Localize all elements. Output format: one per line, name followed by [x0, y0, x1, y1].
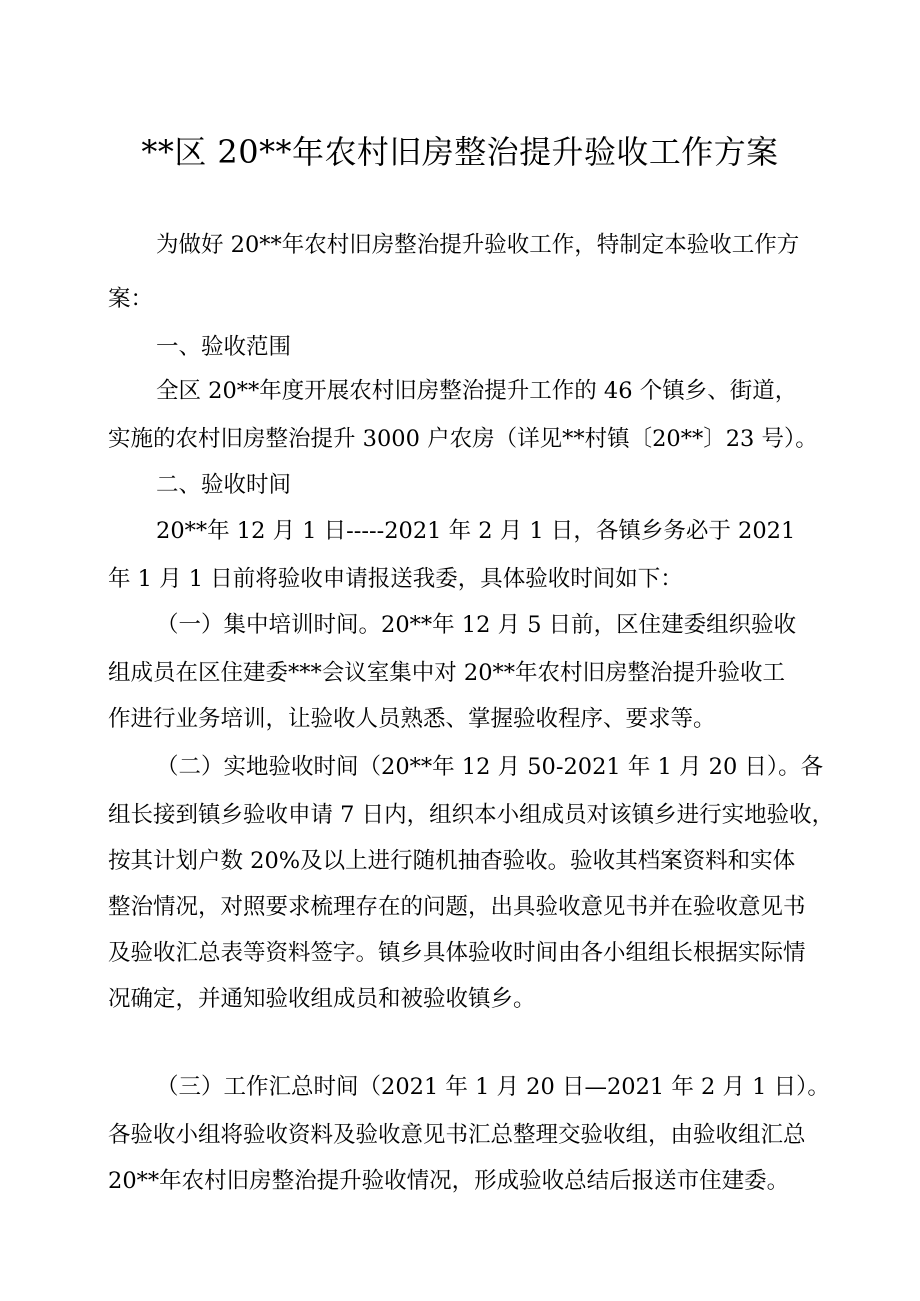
document-title: **区 20**年农村旧房整治提升验收工作方案	[141, 133, 779, 171]
time-line-1: 20**年 12 月 1 日-----2021 年 2 月 1 日，各镇乡务必于 2021	[156, 518, 796, 544]
item2-line-2: 组长接到镇乡验收申请 7 日内，组织本小组成员对该镇乡进行实地验收，	[108, 802, 835, 828]
item3-line-3: 20**年农村旧房整治提升验收情况，形成验收总结后报送市住建委。	[108, 1168, 790, 1194]
item1-line-3: 作进行业务培训，让验收人员熟悉、掌握验收程序、要求等。	[108, 706, 716, 732]
item3-line-2: 各验收小组将验收资料及验收意见书汇总整理交验收组，由验收组汇总	[108, 1122, 806, 1148]
time-line-2: 年 1 月 1 日前将验收申请报送我委，具体验收时间如下：	[108, 566, 683, 592]
intro-line-2: 案：	[108, 286, 154, 312]
item2-line-3: 按其计划户数 20%及以上进行随机抽杳验收。验收其档案资料和实体	[108, 848, 796, 874]
item2-line-6: 况确定，并通知验收组成员和被验收镇乡。	[108, 986, 536, 1012]
item2-line-5: 及验收汇总表等资料签字。镇乡具体验收时间由各小组组长根据实际情	[108, 940, 806, 966]
item3-line-1: （三）工作汇总时间（2021 年 1 月 20 日—2021 年 2 月 1 日）。	[156, 1074, 830, 1100]
scope-line-2: 实施的农村旧房整治提升 3000 户农房（详见**村镇〔20**〕23 号）。	[108, 426, 818, 452]
item1-line-1: （一）集中培训时间。20**年 12 月 5 日前，区住建委组织验收	[156, 612, 797, 638]
item2-line-1: （二）实地验收时间（20**年 12 月 50-2021 年 1 月 20 日）。各	[156, 754, 824, 780]
item1-line-2: 组成员在区住建委***会议室集中对 20**年农村旧房整治提升验收工	[108, 660, 786, 686]
scope-line-1: 全区 20**年度开展农村旧房整治提升工作的 46 个镇乡、街道，	[156, 378, 798, 404]
section-heading-time: 二、验收时间	[156, 472, 292, 498]
section-heading-scope: 一、验收范围	[156, 334, 292, 360]
intro-line-1: 为做好 20**年农村旧房整治提升验收工作，特制定本验收工作方	[156, 232, 800, 258]
item2-line-4: 整治情况，对照要求梳理存在的问题，出具验收意见书并在验收意见书	[108, 894, 806, 920]
